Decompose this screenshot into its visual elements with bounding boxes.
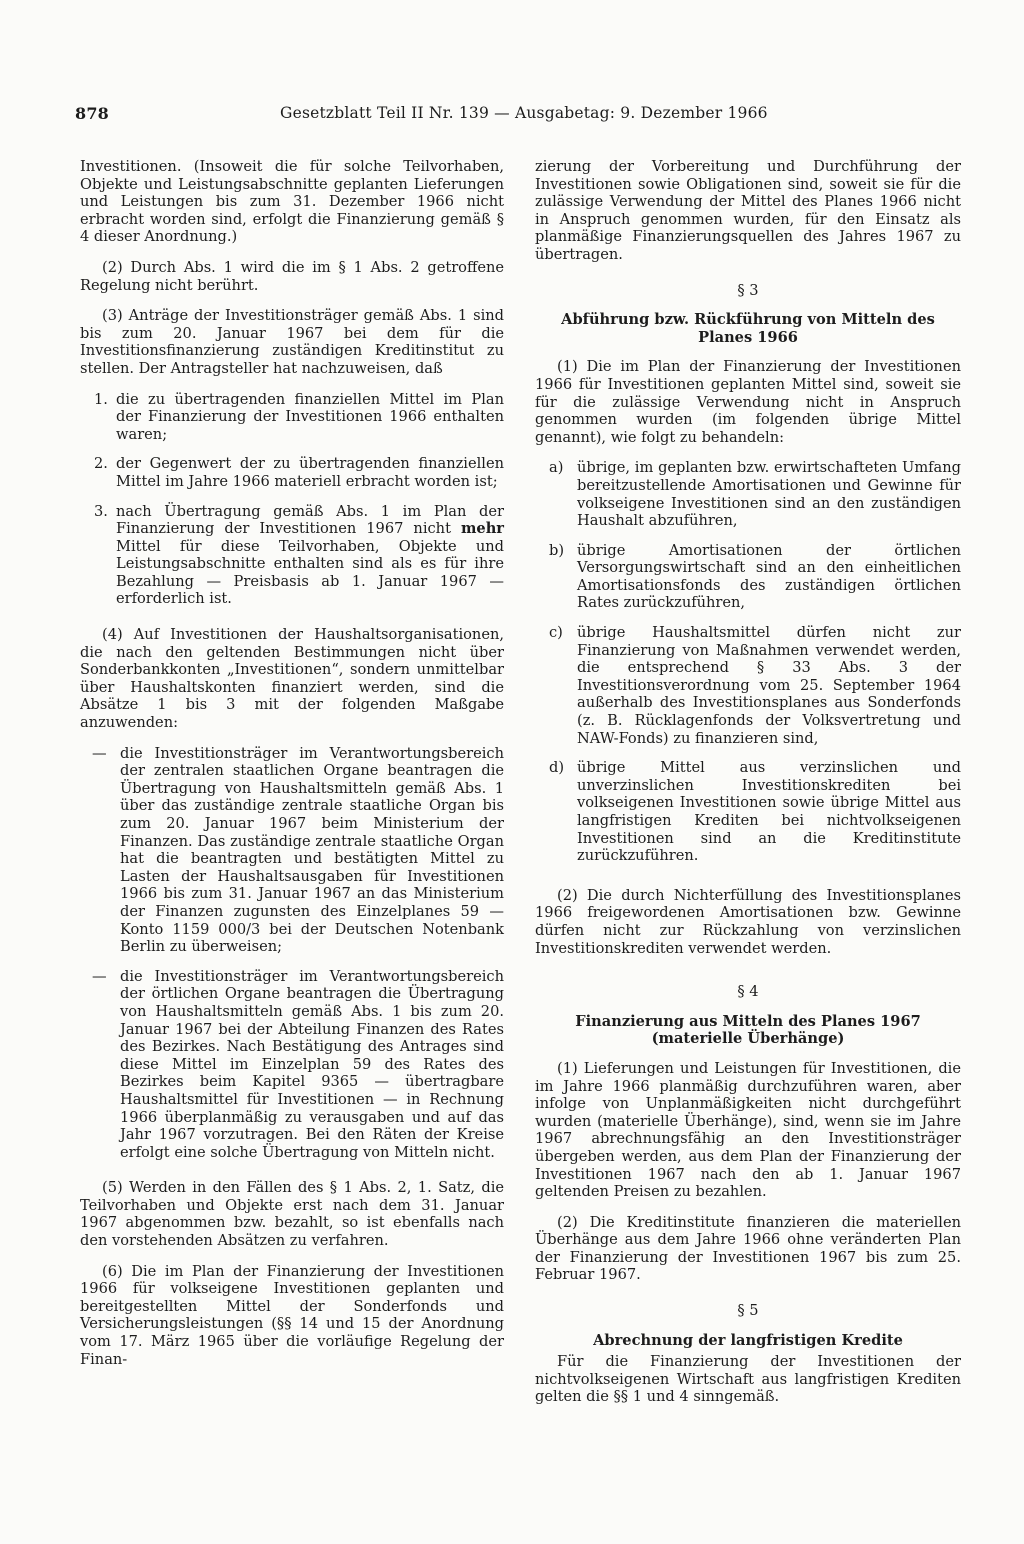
- paragraph-2: (2) Durch Abs. 1 wird die im § 1 Abs. 2 getroffene Regelung nicht berührt.: [80, 258, 504, 294]
- list-text: die zu übertragenden finanziellen Mittel im Plan der Finanzierung der Investitionen 1966 enthalten waren;: [116, 390, 504, 443]
- section-3-paragraph-1: (1) Die im Plan der Finanzierung der Investitionen 1966 für Investitionen geplanten Mittel sind, soweit sie für die zulässige Verwendung nicht in Anspruch genommen wurden (im folgenden übrige Mittel genannt), wie folgt zu behandeln:: [535, 358, 961, 446]
- list-text-bold: mehr: [460, 520, 504, 538]
- list-text: übrige Haushaltsmittel dürfen nicht zur Finanzierung von Maßnahmen verwendet werden, die entsprechend § 33 Abs. 3 der Investitionsverordnung vom 25. September 1964 außerhalb des Investitionsplanes aus Sonderfonds (z. B. Rücklagenfonds der Volksvertretung und NAW-Fonds) zu finanzieren sind,: [577, 624, 961, 747]
- list-text-part: Mittel für diese Teilvorhaben, Objekte und Leistungsabschnitte enthalten sind als es für ihre Bezahlung — Preisbasis ab 1. Januar 1967 — erforderlich ist.: [116, 537, 504, 608]
- paragraph-3: (3) Anträge der Investitionsträger gemäß Abs. 1 sind bis zum 20. Januar 1967 bei dem für die Investitionsfinanzierung zuständigen Kreditinstitut zu stellen. Der Antragsteller hat nachzuweisen, daß: [80, 307, 504, 377]
- list-text-part: nach Übertragung gemäß Abs. 1 im Plan der Finanzierung der Investitionen 1967 nicht: [116, 502, 504, 538]
- section-4-paragraph-1: (1) Lieferungen und Leistungen für Investitionen, die im Jahre 1966 planmäßig durchzuführen waren, aber infolge von Unplanmäßigkeiten nicht durchgeführt wurden (materielle Überhänge), sind, wenn sie im Jahre 1967 abrechnungsfähig an den Investitionsträger übergeben werden, aus dem Plan der Finanzierung der Investitionen 1967 nach den ab 1. Januar 1967 geltenden Preisen zu bezahlen.: [535, 1059, 961, 1201]
- section-4-paragraph-2: (2) Die Kreditinstitute finanzieren die materiellen Überhänge aus dem Jahre 1966 ohne veränderten Plan der Finanzierung der Investitionen 1967 bis zum 25. Februar 1967.: [535, 1213, 961, 1284]
- list-text: die Investitionsträger im Verantwortungsbereich der örtlichen Organe beantragen die Übertragung von Haushaltsmitteln gemäß Abs. 1 bis zum 20. Januar 1967 bei der Abteilung Finanzen des Rates des Bezirkes. Nach Bestätigung des Antrages sind diese Mittel im Einzelplan 59 des Rates des Bezirkes beim Kapitel 9365 — übertragbare Haushaltsmittel für Investitionen — in Rechnung 1966 überplanmäßig zu verausgaben und auf das Jahr 1967 vorzutragen. Bei den Räten der Kreise erfolgt eine solche Übertragung von Mitteln nicht.: [120, 967, 504, 1161]
- section-title: Abrechnung der langfristigen Kredite: [593, 1331, 903, 1349]
- list-marker: a): [549, 459, 564, 477]
- list-item: [80, 503, 504, 609]
- paragraph-continuation: zierung der Vorbereitung und Durchführung der Investitionen sowie Obligationen sind, soweit sie für die zulässige Verwendung der Mittel des Planes 1966 nicht in Anspruch genommen wurden, für den Einsatz als planmäßige Finanzierungsquellen des Jahres 1967 zu übertragen.: [535, 158, 961, 263]
- header-title: Gesetzblatt Teil II Nr. 139 — Ausgabetag: 9. Dezember 1966: [280, 104, 768, 122]
- page-number: 878: [75, 104, 109, 123]
- page-header: [75, 104, 785, 128]
- list-item: [535, 624, 961, 747]
- list-text: [116, 503, 504, 609]
- list-marker: 1.: [94, 390, 108, 408]
- list-item: [80, 455, 504, 490]
- section-title: Finanzierung aus Mitteln des Planes 1967 (materielle Überhänge): [575, 1012, 921, 1048]
- list-item: [80, 391, 504, 444]
- list-text: übrige, im geplanten bzw. erwirtschafteten Umfang bereitzustellende Amortisationen und Gewinne für volkseigene Investitionen sind an den zuständigen Haushalt abzuführen,: [577, 459, 961, 530]
- left-column: [80, 158, 504, 1381]
- section-number: § 5: [737, 1302, 759, 1320]
- list-marker: c): [549, 624, 563, 642]
- paragraph-6: (6) Die im Plan der Finanzierung der Investitionen 1966 für volkseigene Investitionen geplanten und bereitgestellten Mittel der Sonderfonds und Versicherungsleistungen (§§ 14 und 15 der Anordnung vom 17. März 1965 über die vorläufige Regelung der Finan-: [80, 1262, 504, 1368]
- list-marker: 2.: [94, 455, 108, 473]
- section-3-paragraph-2: (2) Die durch Nichterfüllung des Investitionsplanes 1966 freigewordenen Amortisationen bzw. Gewinne dürfen nicht zur Rückzahlung von verzinslichen Investitionskrediten verwendet werden.: [535, 886, 961, 957]
- paragraph-4: (4) Auf Investitionen der Haushaltsorganisationen, die nach den geltenden Bestimmungen nicht über Sonderbankkonten „Investitionen“, sondern unmittelbar über Haushaltskonten finanziert werden, sind die Absätze 1 bis 3 mit der folgenden Maßgabe anzuwenden:: [80, 626, 504, 732]
- section-number: § 4: [737, 983, 759, 1001]
- paragraph-continuation: Investitionen. (Insoweit die für solche Teilvorhaben, Objekte und Leistungsabschnitte geplanten Lieferungen und Leistungen bis zum 31. Dezember 1966 nicht erbracht worden sind, erfolgt die Finanzierung gemäß § 4 dieser Anordnung.): [80, 158, 504, 246]
- list-item: [80, 968, 504, 1162]
- section-5-paragraph-1: Für die Finanzierung der Investitionen der nichtvolkseigenen Wirtschaft aus langfristigen Krediten gelten die §§ 1 und 4 sinngemäß.: [535, 1353, 961, 1406]
- list-item: [535, 759, 961, 865]
- list-marker: —: [92, 744, 107, 762]
- paragraph-5: (5) Werden in den Fällen des § 1 Abs. 2, 1. Satz, die Teilvorhaben und Objekte erst nach dem 31. Januar 1967 abgenommen bzw. bezahlt, so ist ebenfalls nach den vorstehenden Absätzen zu verfahren.: [80, 1179, 504, 1250]
- list-marker: b): [549, 541, 565, 559]
- list-text: übrige Amortisationen der örtlichen Versorgungswirtschaft sind an den einheitlichen Amortisationsfonds des zuständigen örtlichen Rates zurückzuführen,: [577, 541, 961, 612]
- list-item: [80, 745, 504, 956]
- list-text: der Gegenwert der zu übertragenden finanziellen Mittel im Jahre 1966 materiell erbracht worden ist;: [116, 455, 504, 490]
- list-item: [535, 459, 961, 529]
- list-text: übrige Mittel aus verzinslichen und unverzinslichen Investitionskrediten bei volkseigenen Investitionen sowie übrige Mittel aus langfristigen Krediten bei nichtvolkseigenen Investitionen sind an die Kreditinstitute zurückzuführen.: [577, 759, 961, 865]
- section-title: Abführung bzw. Rückführung von Mitteln des Planes 1966: [561, 311, 935, 346]
- list-text: die Investitionsträger im Verantwortungsbereich der zentralen staatlichen Organe beantragen die Übertragung von Haushaltsmitteln gemäß Abs. 1 über das zuständige zentrale staatliche Organ bis zum 20. Januar 1967 beim Ministerium der Finanzen. Das zuständige zentrale staatliche Organ hat die beantragten und bestätigten Mittel zu Lasten der Haushaltsausgaben für Investitionen 1966 bis zum 31. Januar 1967 an das Ministerium der Finanzen zugunsten des Einzelplanes 59 — Konto 1159 000/3 bei der Deutschen Notenbank Berlin zu überweisen;: [120, 744, 504, 956]
- list-marker: 3.: [94, 502, 108, 520]
- right-column: [535, 158, 961, 1419]
- list-marker: d): [549, 759, 565, 777]
- list-item: [535, 542, 961, 612]
- section-number: § 3: [737, 281, 759, 299]
- list-marker: —: [92, 967, 107, 985]
